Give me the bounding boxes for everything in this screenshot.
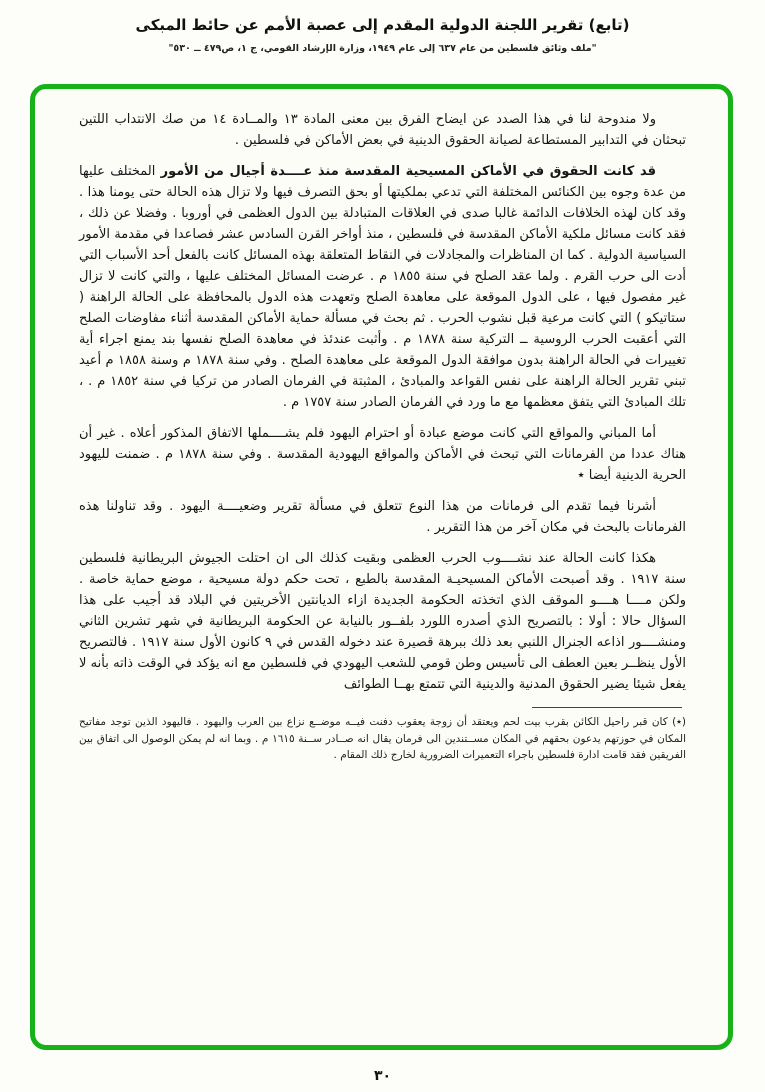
document-body — [35, 89, 728, 1045]
paragraph-5: هكذا كانت الحالة عند نشــــوب الحرب العظمى وبقيت كذلك الى ان احتلت الجيوش البريطانية فلسطين سنة ١٩١٧ . وقد أصبحت الأماكن المسيحيـة المقدسة بالطبع ، تحت حكم دولة مسيحية ، موضع حماية خاصة . ولكن مــــا هــــو الموقف الذي اتخذته الحكومة الجديدة ازاء الديانتين الأخريتين في البلاد قد أجيب على هذا السؤال حالا : أولا : بالتصريح الذي أصدره اللورد بلفــور بالنيابة عن الحكومة البريطانية في شهر تشرين الثاني ومنشــــور اذاعه الجنرال اللنبي بعد ذلك ببرهة قصيرة عند دخوله القدس في ٩ كانون الأول سنة ١٩١٧ . فالتصريح الأول ينظــر بعين العطف الى تأسيس وطن قومي للشعب اليهودي في فلسطين مع انه يؤكد في الوقت ذاته بأنه لا يفعل شيئا يضير الحقوق المدنية والدينية التي تتمتع بهــا الطوائف — [79, 551, 687, 692]
document-header — [0, 0, 765, 54]
paragraph-4: أشرنا فيما تقدم الى فرمانات من هذا النوع تتعلق في مسألة تقرير وضعيــــة اليهود . وقد تناولنا هذه الفرمانات بالبحث في مكان آخر من هذا التقرير . — [79, 499, 686, 535]
footnote-separator-rule — [532, 707, 682, 708]
page-title: (تابع) تقرير اللجنة الدولية المقدم إلى عصبة الأمم عن حائط المبكى — [135, 16, 630, 34]
source-citation-line: "ملف وثائق فلسطين من عام ٦٣٧ إلى عام ١٩٤٩، وزارة الإرشاد القومي، ج ١، ص٤٧٩ ــ ٥٣٠" — [168, 43, 597, 54]
paragraph-1: ولا مندوحة لنا في هذا الصدد عن ايضاح الفرق بين معنى المادة ١٣ والمــادة ١٤ من صك الانتداب اللتين تبحثان في التدابير المستطاعة لصيانة الحقوق الدينية في بعض الأماكن في فلسطين . — [79, 112, 686, 148]
footnote-text: (٭) كان قبر راحيل الكائن بقرب بيت لحم ويعتقد أن زوجة يعقوب دفنت فيــه موضــع نزاع بين العرب واليهود . فاليهود الذين توجد مفاتيح المكان في حوزتهم يدعون بحقهم في المكان مســتندين الى فرمان يقال انه صــادر ســنة ١٦١٥ م . وبما انه لم يمكن الوصول الى اتفاق بين الفريقين فقد قامت ادارة فلسطين باجراء التعميرات الضرورية لخارج ذلك المقام . — [79, 716, 686, 761]
paragraph-2-text: المختلف عليها من عدة وجوه بين الكنائس المختلفة التي تدعي بملكيتها أو بحق التصرف فيها ولا تزال هذه الحالة حتى يومنا هذا . وقد كان لهذه الخلافات الدائمة غالبا صدى في العلاقات المتبادلة بين الدول العظمى في أوروبا . وفضلا عن ذلك ، فقد كانت مسائل ملكية الأماكن المقدسة في فلسطين ، منذ أواخر القرن السادس عشر فصاعدا في مقدمة الأمور السياسية الدولية . كما ان المناظرات والمجادلات في النقاط المتعلقة بهذه المسائل كانت بالفعل أحد الأسباب التي أدت الى حرب القرم . ولما عقد الصلح في سنة ١٨٥٥ م . عرضت المسائل المختلف عليها ، والتي كانت لا تزال غير مفصول فيها ، على الدول الموقعة على معاهدة الصلح وتعهدت هذه الدول بالمحافظة على الحالة الراهنة ( ستاتيكو ) التي كانت مرعية قبل نشوب الحرب . ثم بحث في مسألة حماية الأماكن المقدسة أثناء مفاوضات الصلح التي أعقبت الحرب الروسية ــ التركية سنة ١٨٧٨ م . وأثبت عندئذ في معاهدة الصلح نفسها بند يمنع اجراء أية تغييرات في الحالة الراهنة بدون موافقة الدول الموقعة على معاهدة الصلح . وفي سنة ١٨٧٨ م وسنة ١٨٥٨ م أعيد تبني تقرير الحالة الراهنة على نفس القواعد والمبادئ ، المثبتة في الفرمان الصادر من تركيا في سنة ١٨٥٢ م . ، تلك المبادئ التي يتفق معظمها مع ما ورد في الفرمان الصادر سنة ١٧٥٧ م . — [79, 164, 686, 410]
paragraph-2 — [79, 161, 686, 413]
paragraph-2-bold-lead: قد كانت الحقوق في الأماكن المسيحية المقدسة منذ عــــدة أجيال من الأمور — [160, 164, 656, 179]
page-number: ٣٠ — [373, 1068, 392, 1084]
green-border-frame — [30, 84, 733, 1050]
paragraph-3: أما المباني والمواقع التي كانت موضع عبادة أو احترام اليهود فلم يشــــملها الاتفاق المذكور أعلاه . غير أن هناك عددا من الفرمانات التي تبحث في الأماكن والمواقع اليهودية المقدسة . وفي سنة ١٨٧٨ م . ضمنت لليهود الحرية الدينية أيضا ٭ — [79, 426, 686, 483]
